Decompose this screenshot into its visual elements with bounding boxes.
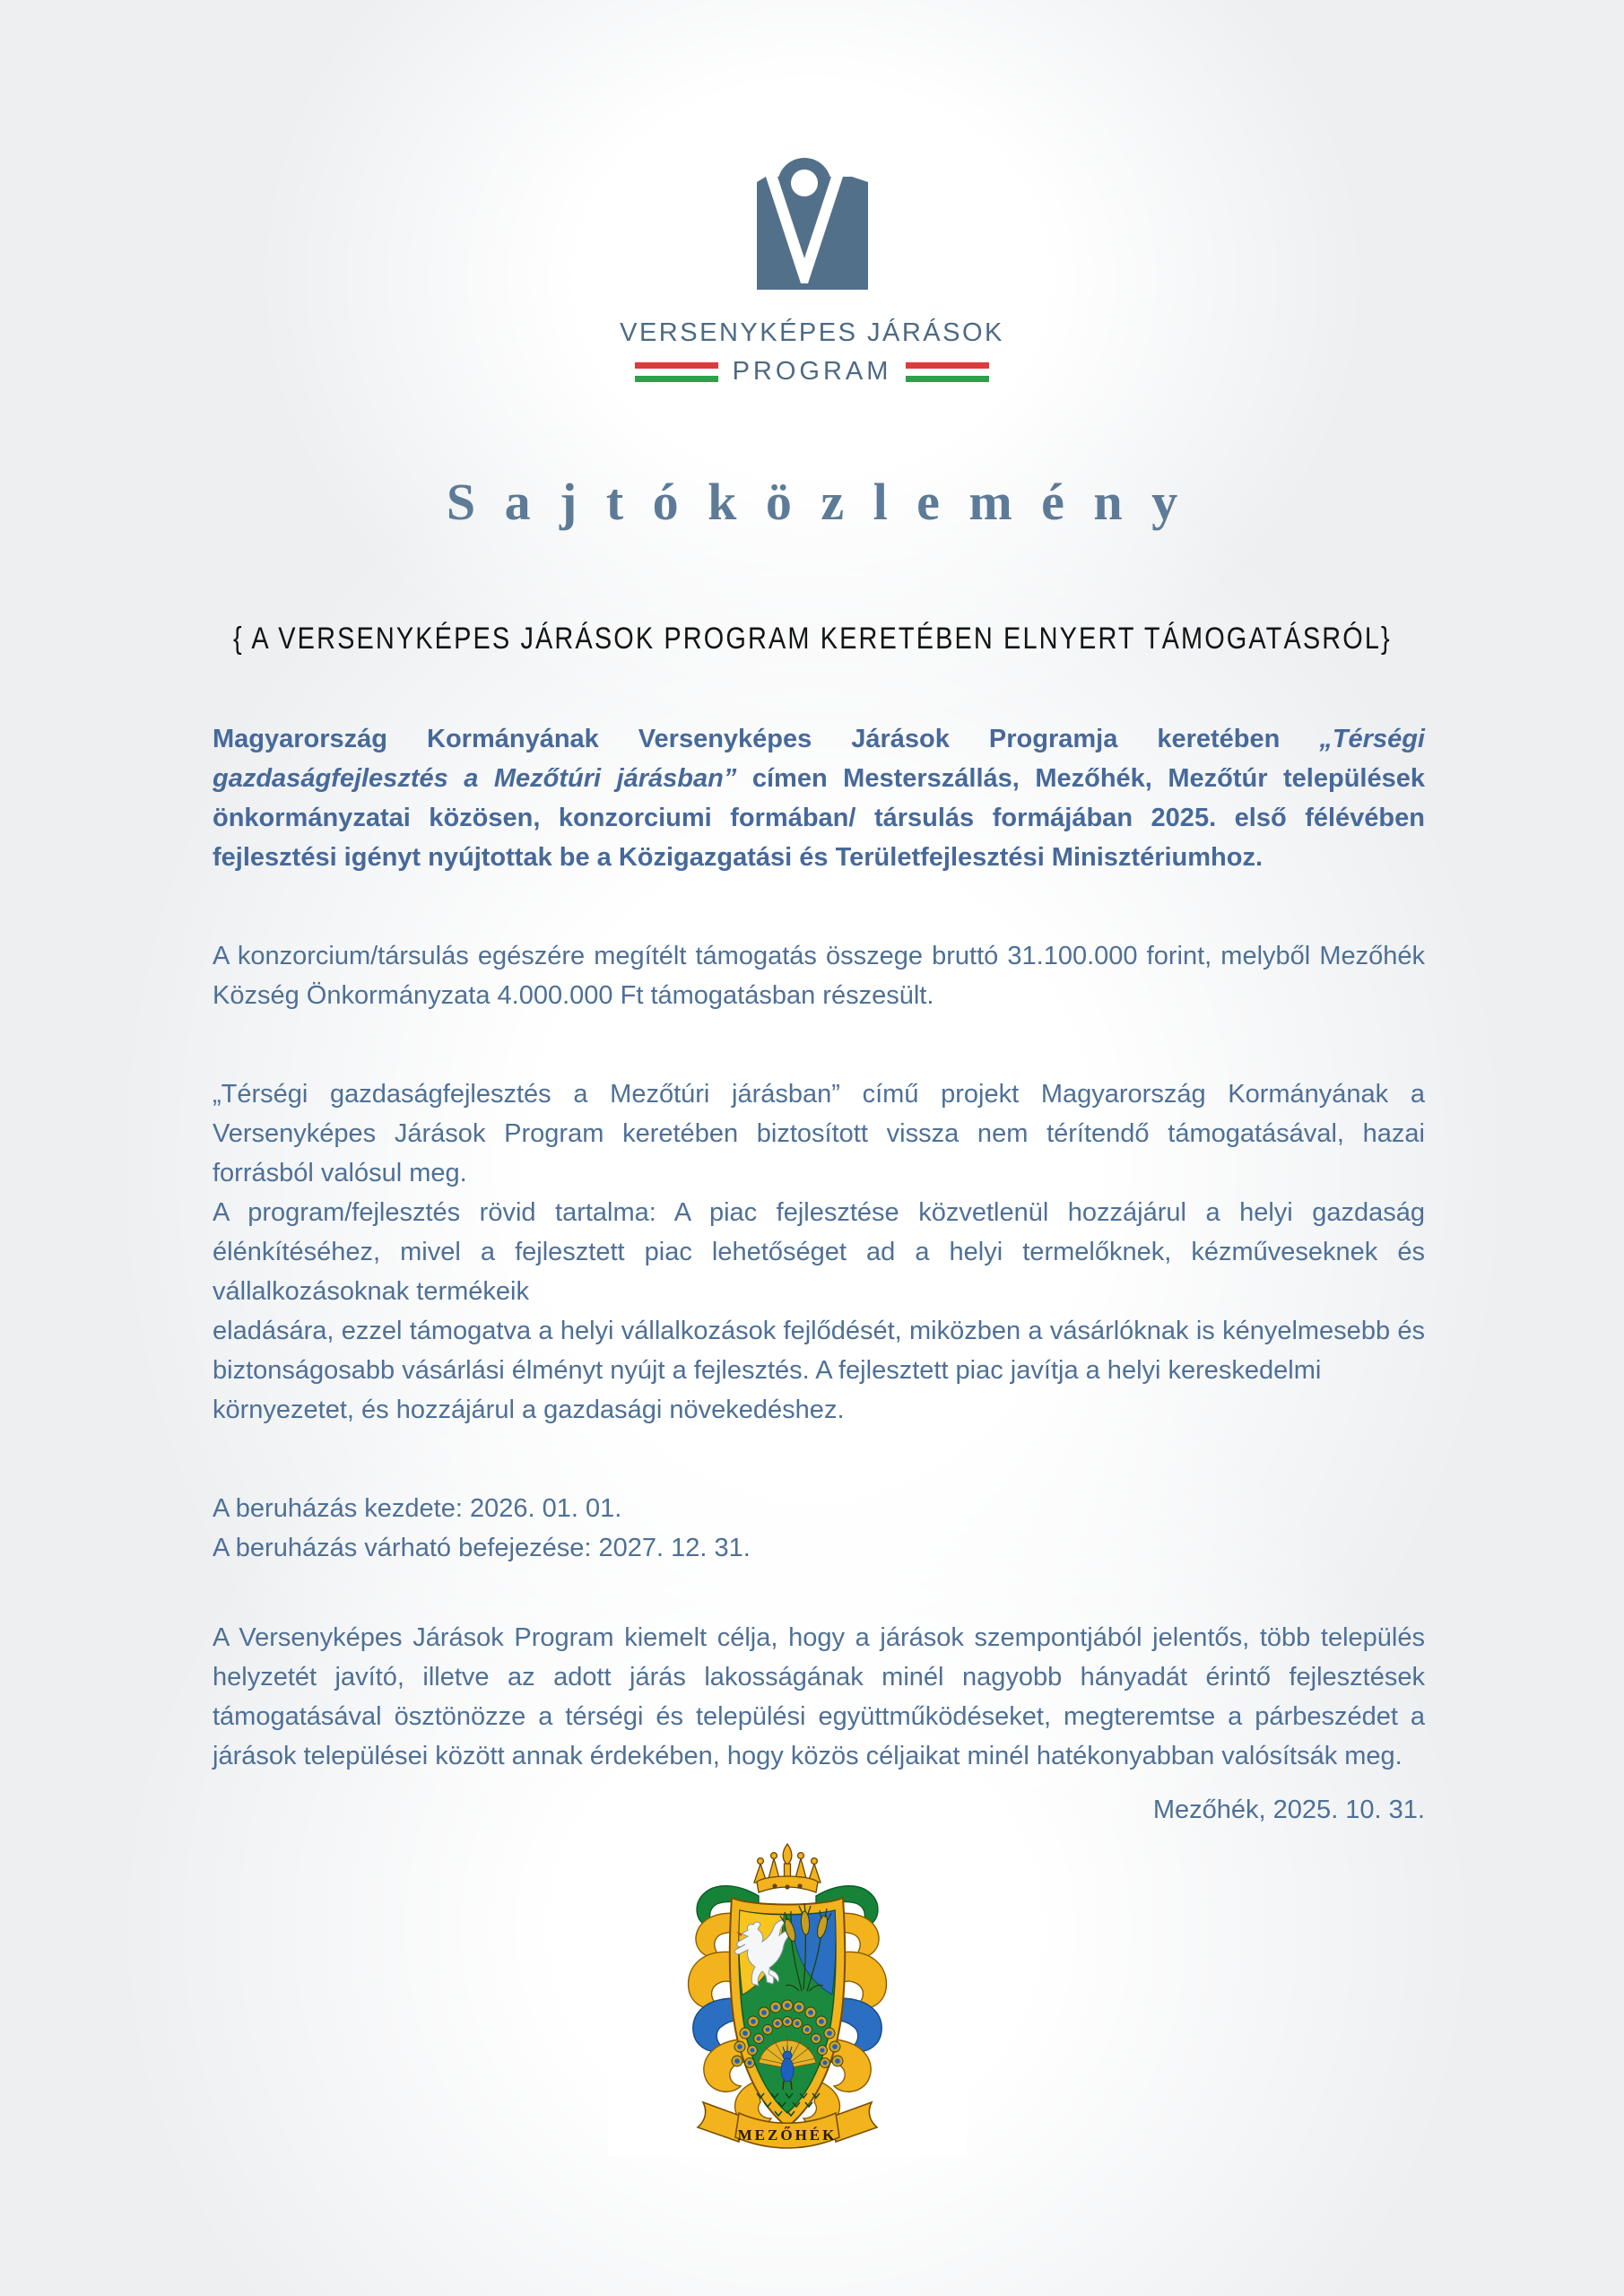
paragraph-grant-amount: A konzorcium/társulás egészére megítélt támogatás összege bruttó 31.100.000 forint, melyből Mezőhék Község Önkormányzata 4.000.000 Ft támogatásban részesült. [213,942,1425,1010]
coat-of-arms-backdrop [608,1837,967,2156]
logo-wordmark-line1: VERSENYKÉPES JÁRÁSOK [620,318,1004,347]
paragraph-program-goal: A Versenyképes Járások Program kiemelt célja, hogy a járások szempontjából jelentős, több település helyzetét javító, illetve az adott járás lakosságának minél nagyobb hányadát érintő fejlesztések támogatásával ösztönözze a térségi és települési együttműködéseket, megteremtse a párbeszédet a járások települései között annak érdekében, hogy közös céljaikat minél hatékonyabban valósítsák meg. [213,1623,1425,1770]
paragraph-program-content-1: A program/fejlesztés rövid tartalma: A piac fejlesztése közvetlenül hozzájárul a helyi gazdaság élénkítéséhez, mivel a fejlesztett piac lehetőséget ad a helyi termelőknek, kézműveseknek és vállalkozásoknak termékeik [213,1198,1425,1306]
logo-program-label: PROGRAM [732,357,892,386]
dateline: Mezőhék, 2025. 10. 31. [1152,1796,1425,1824]
hungarian-flag-stripes-left-icon [635,362,718,382]
paragraph-program-content-2: eladására, ezzel támogatva a helyi vállalkozások fejlődését, miközben a vásárlóknak is kényelmesebb és biztonságosabb vásárlási élményt nyújt a fejlesztés. A fejlesztett piac javítja a helyi kereskedelmi [213,1317,1425,1385]
crest-banner-text: MEZŐHÉK [737,2126,837,2144]
coat-of-arms-image [653,1840,922,2149]
program-logo [0,0,1624,387]
paragraph-project-funding: „Térségi gazdaságfejlesztés a Mezőtúri járásban” című projekt Magyarország Kormányának a Versenyképes Járások Program keretében biztosított vissza nem térítendő támogatásával, hazai forrásból valósul meg. [213,1080,1425,1187]
investment-start-line: A beruházás kezdete: 2026. 01. 01. [213,1494,622,1523]
paragraph-program-content-3: környezetet, és hozzájárul a gazdasági növekedéshez. [213,1396,845,1424]
crest-crown [754,1844,821,1892]
map-pin-logo-icon [757,158,868,290]
paragraph-lead [213,719,1425,877]
lead-start-text: Magyarország Kormányának Versenyképes Járások Programja keretében [213,725,1320,753]
lead-project-title-quote: „Térségi gazdaságfejlesztés a Mezőtúri járásban” [213,725,1425,793]
logo-wordmark-line2 [0,357,1624,387]
mezohek-coat-of-arms [0,1837,1599,2156]
lead-end-text: címen Mesterszállás, Mezőhék, Mezőtúr települések önkormányzatai közösen, konzorciumi formában/ társulás formájában 2025. első félévében fejlesztési igényt nyújtottak be a Közigazgatási és Területfejlesztési Minisztériumhoz. [213,764,1425,872]
investment-end-line: A beruházás várható befejezése: 2027. 12. 31. [213,1534,751,1562]
subtitle-text: { A VERSENYKÉPES JÁRÁSOK PROGRAM KERETÉBEN ELNYERT TÁMOGATÁSRÓL} [232,622,1392,656]
subtitle [0,622,1624,657]
page-title: Sajtóközlemény [446,473,1207,531]
body-text [213,719,1425,1830]
hungarian-flag-stripes-right-icon [906,362,989,382]
